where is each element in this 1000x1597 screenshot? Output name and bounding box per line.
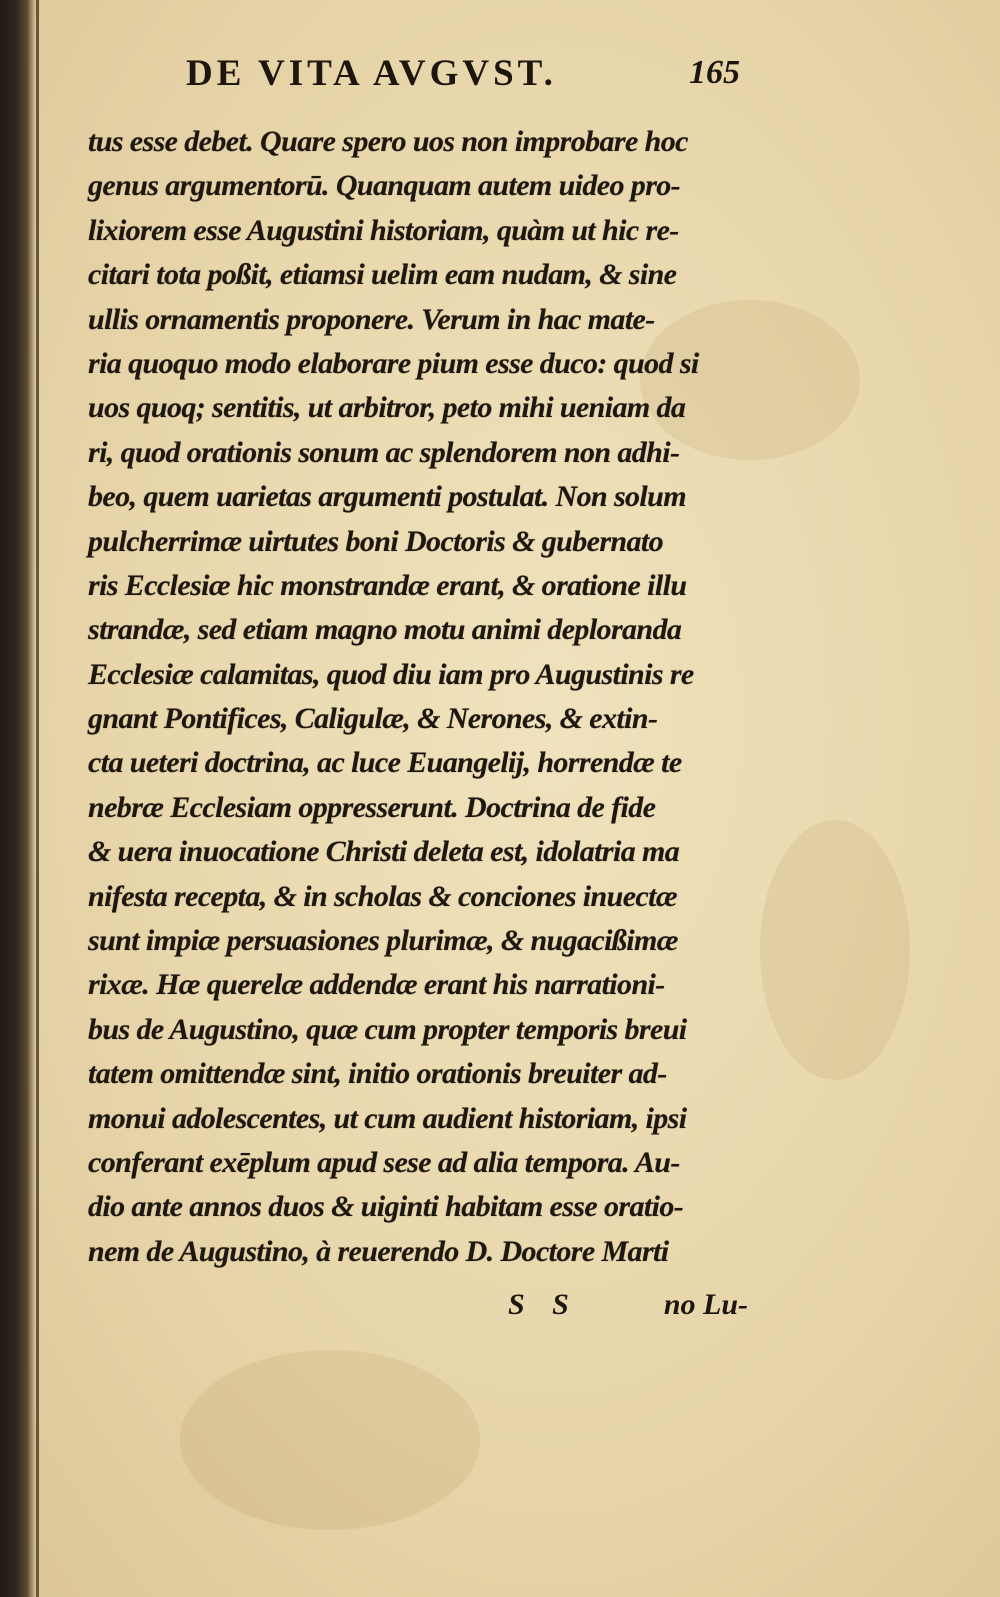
- page-header: [90, 52, 740, 102]
- text-line: tus esse debet. Quare spero uos non improbare hoc: [88, 125, 688, 158]
- text-line: nebræ Ecclesiam oppresserunt. Doctrina de fide: [88, 790, 656, 824]
- text-line: ullis ornamentis proponere. Verum in hac mate-: [88, 302, 655, 336]
- text-line: Ecclesiæ calamitas, quod diu iam pro Augustinis re: [88, 657, 694, 691]
- text-line: lixiorem esse Augustini historiam, quàm ut hic re-: [88, 213, 679, 247]
- binding-gutter: [0, 0, 36, 1597]
- page-footer: [88, 1288, 748, 1328]
- text-line: rixæ. Hæ querelæ addendæ erant his narrationi-: [88, 968, 665, 1002]
- text-line: monui adolescentes, ut cum audient historiam, ipsi: [88, 1101, 687, 1135]
- text-line: genus argumentorū. Quanquam autem uideo pro-: [88, 169, 681, 203]
- text-line: cta ueteri doctrina, ac luce Euangelij, horrendæ te: [88, 746, 682, 780]
- text-line: & uera inuocatione Christi deleta est, idolatria ma: [88, 835, 680, 869]
- text-line: dio ante annos duos & uiginti habitam esse oratio-: [88, 1190, 684, 1224]
- text-line: ris Ecclesiæ hic monstrandæ erant, & oratione illu: [88, 568, 687, 602]
- text-line: conferant exēplum apud sese ad alia tempora. Au-: [88, 1145, 680, 1179]
- paper-stain: [760, 820, 910, 1080]
- text-line: strandæ, sed etiam magno motu animi deploranda: [88, 613, 682, 647]
- running-title: DE VITA AVGVST.: [186, 53, 557, 94]
- text-line: gnant Pontifices, Caligulæ, & Nerones, & extin-: [88, 702, 658, 736]
- text-line: sunt impiæ persuasiones plurimæ, & nugacißimæ: [88, 924, 678, 958]
- page-number: 165: [689, 54, 740, 91]
- catchword: no Lu-: [663, 1288, 748, 1321]
- text-line: ri, quod orationis sonum ac splendorem non adhi-: [88, 435, 680, 469]
- text-line: nifesta recepta, & in scholas & conciones inuectæ: [88, 879, 677, 913]
- text-line: uos quoq; sentitis, ut arbitror, peto mihi ueniam da: [88, 391, 686, 425]
- text-line: pulcherrimæ uirtutes boni Doctoris & gubernato: [88, 524, 664, 558]
- text-line: beo, quem uarietas argumenti postulat. Non solum: [88, 480, 686, 514]
- signature-mark: S S: [508, 1288, 579, 1321]
- body-text: [88, 120, 748, 1274]
- text-line: citari tota poßit, etiamsi uelim eam nudam, & sine: [88, 258, 677, 292]
- text-line: tatem omittendæ sint, initio orationis breuiter ad-: [88, 1057, 667, 1091]
- binding-edge-line: [36, 0, 39, 1597]
- paper-stain: [180, 1350, 480, 1530]
- text-line: ria quoquo modo elaborare pium esse duco: quod si: [88, 346, 699, 380]
- text-line: nem de Augustino, à reuerendo D. Doctore Marti: [88, 1234, 669, 1268]
- text-line: bus de Augustino, quæ cum propter temporis breui: [88, 1012, 687, 1046]
